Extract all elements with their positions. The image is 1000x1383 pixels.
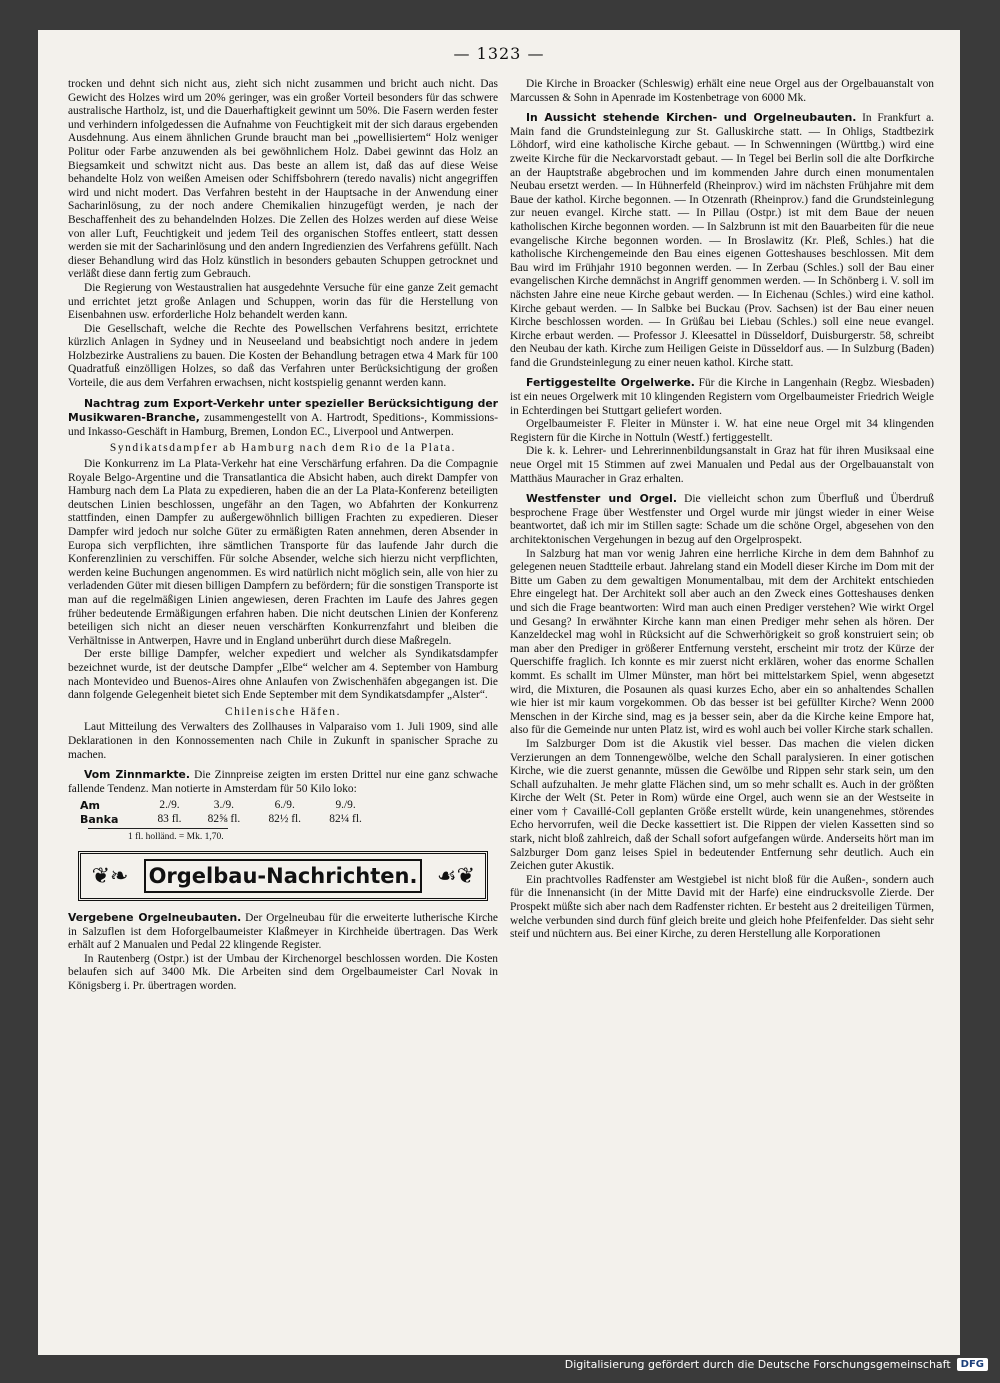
article-fertig: Fertiggestellte Orgelwerke. Für die Kirche in Langenhain (Regbz. Wiesbaden) ist ein neues Orgelwerk mit 10 klingenden Registern vom Orgelbaumeister Friedrich Weigle in Echterdingen bei Stuttgart geliefert worden.	[510, 376, 934, 417]
table-cell: 82⅝ fl.	[207, 812, 241, 825]
section-heading: Vergebene Orgelneubauten.	[68, 911, 242, 925]
paragraph: Die k. k. Lehrer- und Lehrerinnenbildungsanstalt in Graz hat für ihren Musiksaal eine neue Orgel mit 15 Stimmen auf zwei Manualen und Pedal aus der Orgelbauanstalt von Matthäus Mauracher in Graz erhalten.	[510, 445, 934, 485]
article-nachtrag: Nachtrag zum Export-Verkehr unter spezieller Berücksichtigung der Musikwaren-Branche, zusammengestellt von A. Hartrodt, Speditions-, Kommissions- und Inkasso-Geschäft in Hamburg, Bremen, London EC., Liverpool und Antwerpen.	[68, 396, 498, 438]
left-column	[68, 78, 498, 994]
table-cell: 2./9.	[159, 799, 180, 812]
table-row	[76, 813, 376, 827]
divider	[88, 828, 228, 829]
paragraph: trocken und dehnt sich nicht aus, zieht sich nicht zusammen und bricht auch nicht. Das Gewicht des Holzes wird um 20% geringer, was ein großer Vorteil besonders für das schwere australische Hartholz, ist, und die Dauerhaftigkeit gewinnt um 50%. Die Fasern werden fester und verhindern infolgedessen die Aufnahme von Feuchtigkeit mit der sich daraus ergebenden Ausdehnung. Aus einem ähnlichen Grunde braucht man bei „powellisiertem“ Holz weniger Politur oder Farbe anzuwenden als bei gewöhnlichem Holz. Dabei gewinnt das Holz an Biegsamkeit und schwitzt nicht aus. Das beste an allem ist, daß das auf diese Weise behandelte Holz von weißen Ameisen oder Schiffsbohrern (teredo navalis) nicht angegriffen wird und nicht modert. Das Verfahren besteht in der Hauptsache in der Anwendung einer Sacharinlösung, zu der noch andere Chemikalien hinzugefügt werden, je nach der Beschaffenheit des zu behandelnden Holzes. Die Zellen des Holzes werden auf diese Weise von aller Luft, Feuchtigkeit und jedem Teil des organischen Stoffes entleert, statt dessen werden sie mit der Sacharinlösung und den andern Ingredienzien des Verfahrens gefüllt. Nach dieser Behandlung wird das Holz künstlich in besonders gebauten Schuppen getrocknet und verläßt diese dann fertig zum Gebrauch.	[68, 78, 498, 281]
footer-text: Digitalisierung gefördert durch die Deutsche Forschungsgemeinschaft	[564, 1358, 951, 1371]
subheading: Chilenische Häfen.	[224, 705, 342, 718]
paragraph: Der erste billige Dampfer, welcher expediert und welcher als Syndikatsdampfer bezeichnet wurde, ist der deutsche Dampfer „Elbe“ welcher am 4. September von Hamburg nach Montevideo und Buenos-Aires ohne Anlaufen von Zwischenhäfen abgegangen ist. Die dann folgende Gelegenheit bietet sich Ende September mit dem Syndikatsdampfer „Alster“.	[68, 648, 498, 702]
paragraph: Im Salzburger Dom ist die Akustik viel besser. Das machen die vielen dicken Verzierungen an dem Tonnengewölbe, welche den Schall paralysieren. In einer gotischen Kirche, wie die zuerst genannte, müssen die Gewölbe und Rippen sehr stark sein, um den Schall aufzuhalten. Je mehr glatte Flächen sind, um so mehr schallt es. Auch in der größten Kirche der Welt (St. Peter in Rom) würde eine Orgel, auch wenn sie an der Westseite in einer vom † Cavaillé-Coll geplanten Größe erstellt würde, kein unangenehmes, störendes Echo hervorrufen, weil die Decke kassettiert ist. Die Rippen der vielen Kassetten sind so stark, nicht bloß zahlreich, daß der Schall sofort aufgefangen würde. Anderseits hört man im Salzburger Dom ganz leises Spiel in bedeutender Entfernung sehr deutlich. Auch ein Zeichen guter Akustik.	[510, 737, 934, 873]
row-label: Am	[80, 799, 100, 813]
paragraph: In Salzburg hat man vor wenig Jahren eine herrliche Kirche in dem dem Bahnhof zu gelegenen neuen Stadtteile erbaut. Jahrelang stand ein Modell dieser Kirche im Dom mit der Bitte um Gaben zu dem gewaltigen Monumentalbau, mit dem der Architekt entschieden Ehre eingelegt hat. Der Architekt soll aber auch an den Zweck eines Gotteshauses denken und sich die Frage beantworten: Wird man auch einen Prediger verstehen? Wie wirkt Orgel und Gesang? In erwähnter Kirche kann man einen Prediger mehr sehen als hören. Der Kanzeldeckel mag wohl in Rücksicht auf die Schwerhörigkeit so groß konstruiert sein; ob man aber den Prediger in größerer Entfernung versteht, erscheint mir trotz der Kürze der Querschiffe fraglich. Ich konnte es mir zuerst nicht erklären, woher das enorme Schallen kommt. Es schallt im Ulmer Münster, man hört bei mittelstarkem Spiel, wenn abgesetzt wird, die Mixturen, die Posaunen als quasi kurzes Echo, aber ein so anhaltendes Schallen wie hier ist mir kaum vorgekommen. Ob das besser ist bei gefüllter Kirche? Wenn 2000 Menschen in der Kirche sind, mag es ja besser sein, aber da die Kirche keine Empore hat, also für die Gemeinde nur unten Platz ist, wird es wohl auch bei voller Kirche stark schallen.	[510, 547, 934, 737]
page-number: — 1323 —	[453, 44, 545, 63]
banner-title: Orgelbau-Nachrichten.	[144, 859, 422, 893]
table-cell: 6./9.	[274, 799, 295, 812]
price-table	[76, 799, 376, 826]
section-heading: Vom Zinnmarkte.	[84, 768, 190, 782]
ornament-icon: ☙❦	[436, 863, 476, 889]
table-row	[76, 799, 376, 813]
ornament-icon: ❦❧	[91, 863, 129, 889]
section-heading: Nachtrag zum Export-Verkehr unter spezieller Berücksichtigung der Musikwaren-Branche,	[68, 396, 498, 425]
row-label: Banka	[80, 812, 119, 826]
digitization-footer	[565, 1358, 988, 1371]
paragraph: Die Konkurrenz im La Plata-Verkehr hat eine Verschärfung erfahren. Da die Compagnie Royale Belgo-Argentine und die Transatlantica die Absicht haben, auch direkt Dampfer von Hamburg nach dem La Plata zu expedieren, haben die an der La Plata-Konferenz beteiligten deutschen Linien beschlossen, ungefähr an den Tagen, wo Abfahrten der Konkurrenz stattfinden, einen Dampfer zu außergewöhnlich billigen Frachten zu expedieren. Dieser Dampfer wird jedoch nur solche Güter zu ermäßigten Raten annehmen, deren Absender in Europa sich verpflichten, ihre sämtlichen Transporte für das laufende Jahr durch die Konferenzlinien zu verschiffen. Für solche Absender, welche sich hierzu nicht verpflichten, werden keine Buchungen angenommen. Es wird natürlich nicht möglich sein, alle von hier zu verladenden Güter mit diesen billigen Dampfern zu befördern; für die sonstigen Transporte ist man auf die regelmäßigen Linien angewiesen, deren Frachten im Laufe des Jahres gegen früher bedeutende Ermäßigungen erfahren haben. Die nicht deutschen Linien der Konferenz beteiligen sich nicht an dieser neuen verschärften Konkurrenzfahrt und bleiben die Verhältnisse in Antwerpen, Havre und in England unberührt durch diese Maßregeln.	[68, 458, 498, 647]
paragraph: Laut Mitteilung des Verwalters des Zollhauses in Valparaiso vom 1. Juli 1909, sind alle Deklarationen in den Konnossementen nach Chile in Zukunft in spanischer Sprache zu machen.	[68, 721, 498, 761]
paragraph: Die Kirche in Broacker (Schleswig) erhält eine neue Orgel aus der Orgelbauanstalt von Marcussen & Sohn in Apenrade im Kostenbetrage von 6000 Mk.	[510, 78, 934, 104]
article-aussicht: In Aussicht stehende Kirchen- und Orgelneubauten. In Frankfurt a. Main fand die Grundsteinlegung zur St. Galluskirche statt. — In Ohligs, Stadtbezirk Löhdorf, wird eine katholische Kirche gebaut. — In Schwenningen (Württbg.) wird eine zweite Kirche für die Neckarvorstadt gebaut. — In Tegel bei Berlin soll die alte Dorfkirche an der Hauptstraße abgebrochen und im kommenden Jahre durch einen monumentalen Neubau ersetzt werden. — In Hühnerfeld (Rheinprov.) wird im nächsten Frühjahre mit dem Baue der kathol. Kirche begonnen. — In Otzenrath (Rheinprov.) fand die Grundsteinlegung zur neuen evangel. Kirche statt. — In Pillau (Ostpr.) ist mit dem Baue der neuen katholischen Kirche begonnen worden. — In Salzbrunn ist mit den Bauarbeiten für die neue evangelische Kirche begonnen worden. — In Broslawitz (Kr. Pleß, Schles.) hat die katholische Kirchengemeinde den Bau eines eigenen Gotteshauses beschlossen. Mit dem Bau wird im Frühjahr 1910 begonnen werden. — In Zerbau (Schles.) soll der Bau einer evangelischen Kirche demnächst in Angriff genommen werden. — In Schönberg i. V. soll im nächsten Jahre eine neue Kirche gebaut werden. — In Eichenau (Schles.) wird eine kathol. Kirche gebaut werden. — In Salbke bei Buckau (Prov. Sachsen) ist der Bau einer neuen Kirche beschlossen worden. — In Grüßau bei Liebau (Schles.) soll eine neue evangel. Kirche erbaut werden. — Professor J. Kleesattel in Düsseldorf, Duisburgerstr. 58, schreibt den Neubau der kath. Kirche zum Heiligen Geiste in Düsseldorf aus. — In Sulzburg (Baden) fand die Grundsteinlegung zu einer neuen kathol. Kirche statt.	[510, 111, 934, 369]
paragraph: Orgelbaumeister F. Fleiter in Münster i. W. hat eine neue Orgel mit 34 klingenden Registern für die Kirche in Nottuln (Westf.) fertiggestellt.	[510, 418, 934, 444]
subheading: Syndikatsdampfer ab Hamburg nach dem Rio de la Plata.	[109, 442, 457, 455]
paragraph: Die Regierung von Westaustralien hat ausgedehnte Versuche für eine ganze Zeit gemacht und errichtet jetzt große Anlagen und Schuppen, worin das für die Herstellung von Eisenbahnen usw. erforderliche Holz behandelt werden kann.	[68, 281, 498, 322]
section-heading: In Aussicht stehende Kirchen- und Orgelneubauten.	[526, 111, 857, 125]
table-cell: 82¼ fl.	[329, 812, 362, 825]
paragraph: In Rautenberg (Ostpr.) ist der Umbau der Kirchenorgel beschlossen worden. Die Kosten belaufen sich auf 3400 Mk. Die Arbeiten sind dem Orgelbaumeister Carl Novak in Königsberg i. Pr. übertragen worden.	[68, 952, 498, 993]
section-banner	[78, 851, 488, 901]
footnote: 1 fl. holländ. = Mk. 1,70.	[128, 832, 224, 843]
article-vergebene: Vergebene Orgelneubauten. Der Orgelneubau für die erweiterte lutherische Kirche in Salzuflen ist dem Hoforgelbaumeister Klaßmeyer in Kirchheide übertragen. Das Werk erhält auf 2 Manualen und Pedal 22 klingende Register.	[68, 911, 498, 952]
article-westfenster: Westfenster und Orgel. Die vielleicht schon zum Überfluß und Überdruß besprochene Frage über Westfenster und Orgel wurde mir jüngst wieder in einer Weise beantwortet, daß ich mir im Stillen sagte: Schade um die schöne Orgel, abgesehen von den architektonischen Vergehungen in bezug auf den Orgelprospekt.	[510, 492, 934, 546]
section-heading: Westfenster und Orgel.	[526, 492, 677, 506]
dfg-logo-icon: DFG	[957, 1358, 988, 1371]
paragraph: Ein prachtvolles Radfenster am Westgiebel ist nicht bloß für die Außen-, sondern auch für die Innenansicht (in der Mitte David mit der Harfe) eine eindrucksvolle Zierde. Der Prospekt müßte sich aber nach dem Radfenster richten. Er besteht aus 2 dreiteiligen Türmen, welche verbunden sind durch fünf gleich breite und gleich hohe Pfeifenfelder. Das sieht sehr steif und nüchtern aus. Bei einer Kirche, zu deren Herstellung alle Korporationen	[510, 873, 934, 941]
section-heading: Fertiggestellte Orgelwerke.	[526, 376, 695, 390]
table-cell: 9./9.	[335, 799, 356, 812]
table-cell: 83 fl.	[157, 812, 182, 825]
table-cell: 82½ fl.	[268, 812, 302, 825]
article-zinn: Vom Zinnmarkte. Die Zinnpreise zeigten im ersten Drittel nur eine ganz schwache fallende Tendenz. Man notierte in Amsterdam für 50 Kilo loko:	[68, 768, 498, 795]
right-column	[510, 78, 934, 942]
paragraph: Die Gesellschaft, welche die Rechte des Powellschen Verfahrens besitzt, errichtete kürzlich Anlagen in Sydney und in Neuseeland und beabsichtigt noch andere in jedem Holzbezirke Australiens zu bauen. Die Kosten der Behandlung betragen etwa 4 Mark für 100 Quadratfuß einzölligen Holzes, so daß das Verfahren unter Berücksichtigung der großen Vorteile, die aus dem Verfahren erwachsen, nicht kostspielig genannt werden kann.	[68, 322, 498, 390]
table-cell: 3./9.	[213, 799, 235, 812]
newspaper-page	[38, 30, 960, 1355]
